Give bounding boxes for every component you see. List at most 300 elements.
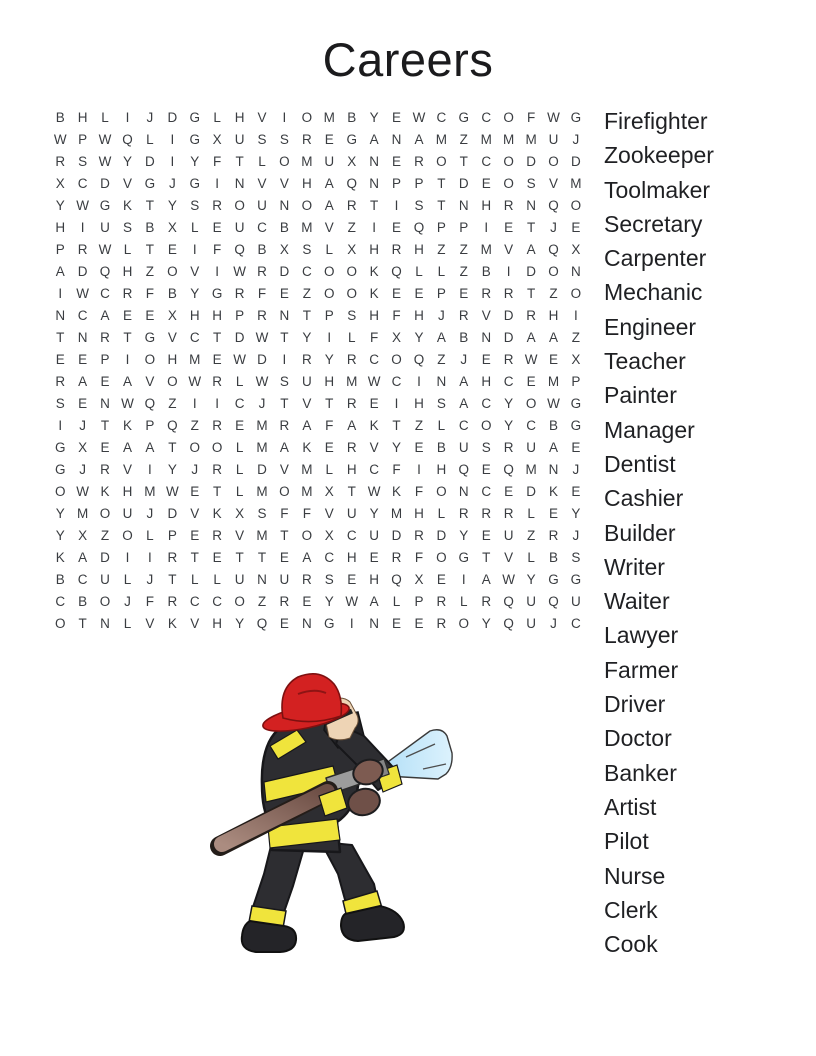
- grid-letter: I: [125, 109, 130, 125]
- grid-letter: W: [188, 373, 202, 389]
- grid-letter: P: [235, 307, 245, 323]
- grid-letter: I: [461, 572, 466, 588]
- grid-letter: T: [56, 329, 65, 345]
- grid-letter: X: [324, 484, 334, 500]
- grid-letter: Y: [526, 572, 536, 588]
- grid-letter: T: [280, 395, 289, 411]
- grid-letter: I: [148, 550, 152, 566]
- grid-letter: A: [324, 197, 334, 213]
- grid-letter: F: [302, 506, 311, 522]
- grid-letter: F: [369, 329, 379, 345]
- grid-letter: G: [144, 175, 156, 191]
- grid-letter: V: [190, 616, 200, 632]
- grid-letter: N: [257, 572, 267, 588]
- grid-letter: V: [190, 263, 200, 279]
- grid-letter: E: [392, 285, 402, 301]
- grid-letter: I: [282, 351, 287, 367]
- grid-letter: H: [122, 263, 133, 279]
- grid-letter: C: [391, 373, 402, 389]
- grid-letter: W: [233, 263, 246, 279]
- grid-letter: O: [570, 285, 582, 301]
- grid-letter: U: [526, 439, 536, 455]
- grid-letter: A: [526, 329, 536, 345]
- grid-letter: R: [167, 594, 178, 610]
- grid-letter: U: [526, 594, 536, 610]
- grid-letter: A: [302, 550, 312, 566]
- grid-letter: H: [414, 307, 424, 323]
- grid-letter: S: [279, 131, 289, 147]
- word-list-item: Teacher: [604, 348, 686, 375]
- grid-letter: B: [55, 572, 65, 588]
- grid-letter: T: [437, 175, 446, 191]
- grid-letter: E: [212, 219, 222, 235]
- grid-letter: A: [302, 417, 312, 433]
- grid-letter: G: [458, 550, 470, 566]
- grid-letter: M: [323, 109, 335, 125]
- grid-letter: R: [122, 285, 133, 301]
- grid-letter: C: [189, 329, 200, 345]
- grid-letter: R: [503, 285, 514, 301]
- grid-letter: E: [212, 550, 222, 566]
- grid-letter: U: [279, 572, 290, 588]
- grid-letter: V: [504, 550, 514, 566]
- word-list-item: Mechanic: [604, 279, 703, 306]
- grid-letter: A: [122, 439, 132, 455]
- grid-letter: H: [212, 616, 223, 632]
- grid-letter: V: [257, 109, 267, 125]
- grid-letter: X: [78, 528, 88, 544]
- grid-letter: C: [77, 572, 88, 588]
- grid-letter: J: [79, 462, 86, 478]
- word-list: [604, 104, 714, 961]
- grid-letter: N: [301, 616, 312, 632]
- grid-letter: E: [571, 219, 581, 235]
- grid-letter: L: [437, 417, 446, 433]
- grid-letter: Z: [437, 351, 446, 367]
- grid-letter: Q: [413, 219, 425, 235]
- grid-letter: D: [436, 528, 447, 544]
- grid-letter: S: [571, 550, 581, 566]
- grid-letter: W: [165, 484, 179, 500]
- grid-letter: T: [145, 197, 155, 213]
- grid-letter: B: [167, 285, 177, 301]
- grid-letter: I: [125, 550, 130, 566]
- grid-letter: O: [144, 351, 156, 367]
- word-list-item: Engineer: [604, 313, 697, 340]
- grid-letter: B: [347, 109, 357, 125]
- grid-letter: J: [438, 307, 445, 323]
- grid-letter: X: [78, 439, 88, 455]
- grid-letter: Y: [481, 616, 491, 632]
- grid-letter: V: [548, 175, 558, 191]
- grid-letter: V: [369, 439, 379, 455]
- word-list-item: Manager: [604, 416, 695, 443]
- grid-letter: L: [123, 572, 132, 588]
- grid-letter: A: [459, 395, 469, 411]
- grid-letter: L: [325, 241, 334, 257]
- word-list-item: Cashier: [604, 485, 684, 512]
- grid-letter: O: [391, 351, 402, 367]
- grid-letter: R: [503, 197, 514, 213]
- grid-letter: L: [437, 506, 446, 522]
- grid-letter: Y: [324, 594, 334, 610]
- grid-letter: E: [369, 395, 379, 411]
- grid-letter: Q: [167, 417, 178, 433]
- grid-letter: O: [279, 153, 290, 169]
- grid-letter: J: [258, 395, 266, 411]
- grid-letter: D: [526, 263, 536, 279]
- word-list-item: Toolmaker: [604, 176, 711, 203]
- grid-letter: V: [145, 373, 155, 389]
- grid-letter: T: [168, 572, 177, 588]
- grid-letter: C: [324, 550, 335, 566]
- grid-letter: H: [414, 241, 424, 257]
- grid-letter: I: [417, 462, 421, 478]
- word-list-item: Lawyer: [604, 622, 679, 649]
- grid-letter: O: [346, 285, 357, 301]
- grid-letter: D: [145, 153, 155, 169]
- grid-letter: I: [125, 351, 130, 367]
- grid-letter: D: [458, 175, 469, 191]
- grid-letter: C: [301, 263, 312, 279]
- grid-letter: C: [77, 307, 88, 323]
- grid-letter: J: [460, 351, 468, 367]
- grid-letter: H: [234, 109, 245, 125]
- grid-letter: H: [301, 175, 312, 191]
- grid-letter: N: [100, 616, 110, 632]
- grid-letter: U: [100, 572, 110, 588]
- grid-letter: T: [302, 307, 311, 323]
- grid-letter: I: [574, 307, 578, 323]
- grid-letter: E: [190, 484, 200, 500]
- grid-letter: T: [213, 329, 222, 345]
- grid-letter: E: [548, 506, 558, 522]
- grid-letter: Q: [234, 241, 245, 257]
- grid-letter: Z: [414, 417, 424, 433]
- grid-letter: K: [369, 285, 379, 301]
- grid-letter: G: [570, 395, 582, 411]
- grid-letter: O: [570, 197, 582, 213]
- firefighter-front-leg: [321, 842, 404, 941]
- grid-letter: R: [55, 373, 66, 389]
- grid-letter: P: [78, 131, 88, 147]
- grid-letter: W: [233, 351, 246, 367]
- grid-letter: L: [190, 219, 199, 235]
- grid-letter: Y: [414, 329, 424, 345]
- grid-letter: O: [301, 109, 313, 125]
- grid-letter: K: [392, 484, 402, 500]
- grid-letter: C: [100, 285, 110, 301]
- grid-letter: I: [372, 219, 376, 235]
- grid-letter: Y: [369, 506, 379, 522]
- grid-letter: E: [459, 285, 469, 301]
- grid-letter: Y: [392, 439, 402, 455]
- grid-letter: J: [191, 462, 199, 478]
- grid-letter: E: [414, 616, 424, 632]
- grid-letter: F: [526, 109, 536, 125]
- grid-letter: N: [369, 153, 379, 169]
- grid-letter: Y: [167, 197, 177, 213]
- grid-letter: E: [504, 484, 514, 500]
- grid-letter: H: [77, 109, 88, 125]
- grid-letter: L: [123, 616, 132, 632]
- grid-letter: R: [436, 594, 447, 610]
- grid-letter: M: [301, 462, 313, 478]
- grid-letter: N: [436, 373, 447, 389]
- grid-letter: E: [436, 572, 446, 588]
- grid-letter: Z: [571, 329, 581, 345]
- grid-letter: E: [55, 351, 65, 367]
- grid-letter: M: [256, 417, 268, 433]
- grid-letter: D: [167, 109, 178, 125]
- grid-letter: P: [414, 594, 424, 610]
- grid-letter: M: [256, 484, 268, 500]
- grid-letter: E: [78, 395, 88, 411]
- grid-letter: N: [526, 197, 536, 213]
- grid-letter: G: [324, 616, 335, 632]
- grid-letter: G: [189, 131, 200, 147]
- grid-letter: J: [572, 462, 580, 478]
- grid-letter: A: [369, 131, 379, 147]
- grid-letter: O: [279, 484, 290, 500]
- grid-letter: N: [369, 616, 379, 632]
- word-list-item: Clerk: [604, 896, 658, 923]
- grid-letter: I: [484, 219, 489, 235]
- grid-letter: D: [257, 351, 267, 367]
- grid-letter: I: [170, 131, 175, 147]
- grid-letter: G: [99, 197, 111, 213]
- grid-letter: A: [78, 373, 88, 389]
- grid-letter: O: [346, 263, 357, 279]
- grid-letter: W: [367, 373, 381, 389]
- grid-letter: M: [525, 131, 537, 147]
- grid-letter: C: [481, 484, 492, 500]
- grid-letter: O: [234, 197, 245, 213]
- grid-letter: X: [324, 528, 334, 544]
- grid-letter: E: [122, 307, 132, 323]
- grid-letter: P: [459, 219, 469, 235]
- grid-letter: B: [257, 241, 267, 257]
- grid-letter: A: [55, 263, 65, 279]
- grid-letter: H: [369, 307, 379, 323]
- grid-letter: O: [436, 484, 447, 500]
- grid-letter: J: [168, 175, 176, 191]
- grid-letter: F: [257, 285, 267, 301]
- grid-letter: M: [480, 131, 492, 147]
- grid-letter: R: [212, 197, 223, 213]
- grid-letter: W: [547, 395, 560, 411]
- grid-letter: E: [392, 219, 402, 235]
- grid-letter: Q: [122, 131, 133, 147]
- grid-letter: D: [100, 175, 110, 191]
- grid-letter: N: [100, 395, 110, 411]
- grid-letter: U: [324, 153, 335, 169]
- grid-letter: S: [481, 439, 491, 455]
- grid-letter: L: [392, 594, 401, 610]
- grid-letter: L: [213, 109, 221, 125]
- puzzle-title: Careers: [322, 33, 494, 86]
- grid-letter: O: [436, 550, 447, 566]
- grid-letter: C: [77, 175, 88, 191]
- word-list-item: Painter: [604, 382, 677, 409]
- grid-letter: Q: [548, 197, 559, 213]
- grid-letter: D: [503, 307, 514, 323]
- word-list-item: Secretary: [604, 210, 703, 237]
- grid-letter: E: [190, 528, 200, 544]
- grid-letter: L: [258, 153, 266, 169]
- grid-letter: L: [347, 329, 356, 345]
- grid-letter: Z: [190, 417, 199, 433]
- grid-letter: A: [436, 329, 446, 345]
- grid-letter: Z: [459, 263, 468, 279]
- grid-letter: D: [234, 329, 245, 345]
- grid-letter: C: [503, 373, 514, 389]
- grid-letter: R: [481, 285, 492, 301]
- grid-letter: R: [212, 373, 223, 389]
- grid-letter: K: [122, 417, 132, 433]
- grid-letter: T: [145, 241, 155, 257]
- grid-letter: C: [55, 594, 66, 610]
- grid-letter: Y: [122, 153, 132, 169]
- grid-letter: B: [481, 263, 491, 279]
- grid-letter: O: [458, 616, 470, 632]
- grid-letter: T: [213, 484, 222, 500]
- word-list-item: Carpenter: [604, 245, 707, 272]
- grid-letter: I: [170, 153, 175, 169]
- grid-letter: T: [235, 550, 244, 566]
- grid-letter: G: [54, 462, 66, 478]
- grid-letter: X: [347, 153, 357, 169]
- grid-letter: I: [192, 241, 197, 257]
- word-list-item: Zookeeper: [604, 142, 714, 169]
- grid-letter: P: [100, 351, 110, 367]
- grid-letter: M: [525, 462, 537, 478]
- grid-letter: T: [257, 550, 267, 566]
- grid-letter: Z: [302, 285, 311, 301]
- grid-letter: Q: [503, 462, 514, 478]
- grid-letter: E: [145, 307, 155, 323]
- grid-letter: O: [234, 594, 245, 610]
- grid-letter: R: [548, 528, 559, 544]
- grid-letter: Z: [168, 395, 177, 411]
- grid-letter: E: [481, 462, 491, 478]
- grid-letter: T: [369, 197, 379, 213]
- grid-letter: G: [346, 131, 357, 147]
- grid-letter: T: [526, 285, 536, 301]
- grid-letter: Z: [437, 241, 446, 257]
- grid-letter: I: [282, 109, 287, 125]
- grid-letter: Y: [55, 506, 65, 522]
- grid-letter: R: [458, 506, 469, 522]
- grid-letter: H: [481, 197, 492, 213]
- grid-letter: E: [548, 351, 558, 367]
- grid-letter: K: [369, 417, 379, 433]
- grid-letter: U: [234, 572, 245, 588]
- grid-letter: S: [257, 506, 267, 522]
- grid-letter: V: [257, 175, 267, 191]
- word-list-item: Cook: [604, 931, 658, 958]
- grid-letter: O: [301, 528, 313, 544]
- grid-letter: Q: [458, 462, 470, 478]
- grid-letter: A: [100, 307, 110, 323]
- grid-letter: S: [302, 241, 312, 257]
- grid-letter: L: [437, 263, 446, 279]
- grid-letter: E: [235, 417, 245, 433]
- grid-letter: X: [235, 506, 245, 522]
- grid-letter: R: [503, 439, 514, 455]
- grid-letter: O: [122, 528, 133, 544]
- grid-letter: U: [346, 506, 357, 522]
- grid-letter: M: [189, 351, 201, 367]
- grid-letter: S: [122, 219, 132, 235]
- grid-letter: N: [369, 175, 379, 191]
- word-list-item: Driver: [604, 691, 666, 718]
- grid-letter: K: [122, 197, 132, 213]
- grid-letter: O: [324, 263, 335, 279]
- grid-letter: L: [527, 506, 535, 522]
- grid-letter: T: [100, 417, 110, 433]
- grid-letter: O: [503, 109, 514, 125]
- grid-letter: L: [235, 484, 244, 500]
- grid-letter: K: [302, 439, 312, 455]
- grid-letter: X: [55, 175, 65, 191]
- grid-letter: T: [482, 550, 491, 566]
- grid-letter: N: [279, 197, 290, 213]
- grid-letter: V: [324, 219, 334, 235]
- grid-letter: A: [78, 550, 88, 566]
- grid-letter: O: [189, 439, 200, 455]
- grid-letter: R: [346, 197, 357, 213]
- grid-letter: I: [58, 285, 63, 301]
- grid-letter: P: [571, 373, 581, 389]
- grid-letter: K: [212, 506, 222, 522]
- grid-letter: N: [279, 307, 290, 323]
- grid-letter: L: [146, 131, 154, 147]
- grid-letter: L: [460, 594, 468, 610]
- grid-letter: J: [146, 506, 154, 522]
- grid-letter: B: [145, 219, 155, 235]
- word-list-item: Banker: [604, 759, 677, 786]
- grid-letter: K: [55, 550, 65, 566]
- grid-letter: R: [167, 550, 178, 566]
- grid-letter: X: [167, 307, 177, 323]
- grid-letter: S: [347, 307, 357, 323]
- grid-letter: M: [144, 484, 156, 500]
- grid-letter: Q: [413, 351, 425, 367]
- grid-letter: N: [481, 329, 492, 345]
- grid-letter: Q: [391, 263, 402, 279]
- grid-letter: E: [324, 131, 334, 147]
- grid-letter: A: [548, 329, 558, 345]
- grid-letter: N: [571, 263, 581, 279]
- grid-letter: R: [391, 241, 402, 257]
- grid-letter: C: [436, 109, 447, 125]
- grid-letter: M: [77, 506, 89, 522]
- grid-letter: B: [55, 109, 65, 125]
- grid-letter: M: [256, 439, 268, 455]
- grid-letter: E: [369, 550, 379, 566]
- grid-letter: I: [58, 417, 63, 433]
- grid-letter: W: [98, 153, 112, 169]
- grid-letter: Y: [235, 616, 245, 632]
- grid-letter: Q: [548, 241, 559, 257]
- grid-letter: F: [414, 550, 424, 566]
- grid-letter: K: [167, 616, 177, 632]
- grid-letter: Y: [571, 506, 581, 522]
- grid-letter: G: [570, 417, 582, 433]
- grid-letter: O: [503, 175, 514, 191]
- grid-letter: K: [548, 484, 558, 500]
